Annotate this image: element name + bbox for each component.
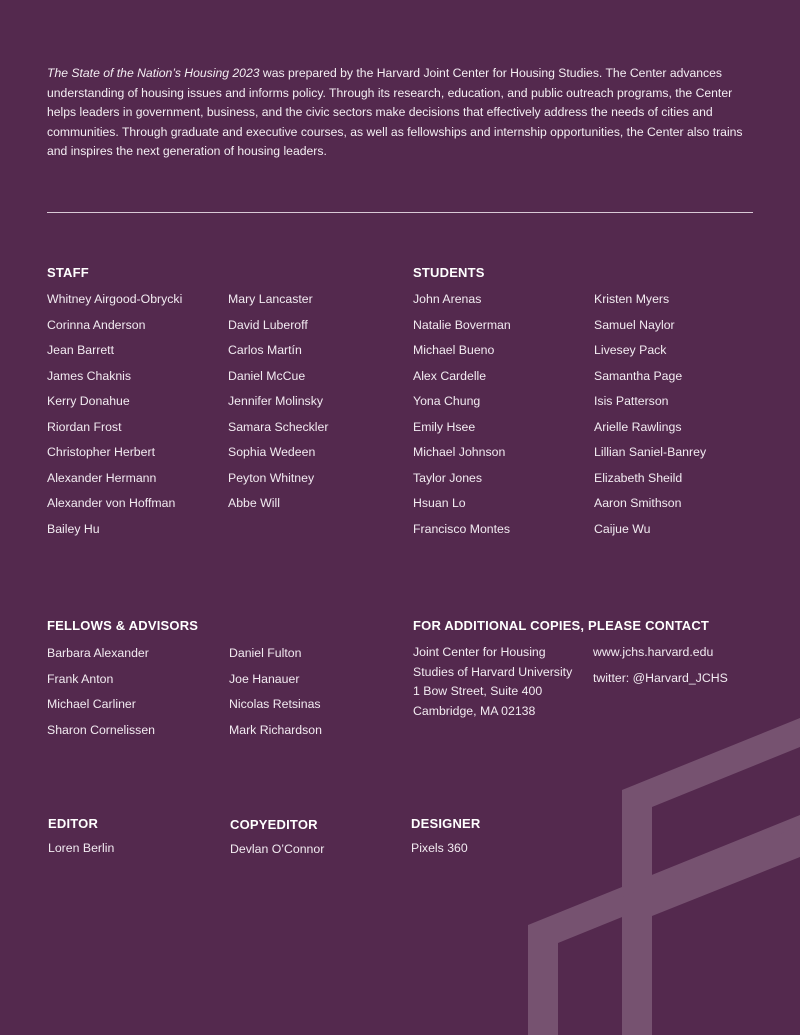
fellows-list-1	[47, 645, 155, 747]
twitter-handle[interactable]: twitter: @Harvard_JCHS	[593, 671, 728, 685]
list-item: Sophia Wedeen	[228, 445, 316, 459]
list-item: Peyton Whitney	[228, 470, 315, 485]
list-item: Emily Hsee	[413, 419, 476, 434]
designer-heading: DESIGNER	[411, 816, 481, 831]
address-line: Joint Center for Housing	[413, 645, 546, 659]
intro-paragraph	[47, 64, 747, 162]
list-item: Sharon Cornelissen	[47, 722, 156, 737]
report-title: The State of the Nation’s Housing 2023	[47, 66, 260, 80]
list-item: Joe Hanauer	[229, 671, 300, 686]
list-item: Bailey Hu	[47, 521, 100, 536]
list-item: Christopher Herbert	[47, 445, 155, 459]
list-item: Nicolas Retsinas	[229, 697, 321, 711]
editor-name: Loren Berlin	[48, 841, 115, 855]
list-item: John Arenas	[413, 292, 482, 306]
list-item: Lillian Saniel-Banrey	[594, 445, 707, 459]
list-item: Caijue Wu	[594, 521, 651, 536]
list-item: Daniel Fulton	[229, 646, 302, 660]
fellows-heading: FELLOWS & ADVISORS	[47, 618, 199, 633]
address-line: 1 Bow Street, Suite 400	[413, 684, 543, 698]
list-item: Isis Patterson	[594, 394, 669, 408]
list-item: Hsuan Lo	[413, 496, 466, 510]
list-item: Alex Cardelle	[413, 368, 487, 383]
list-item: Samara Scheckler	[228, 419, 329, 434]
list-item: Frank Anton	[47, 671, 114, 686]
list-item: Mary Lancaster	[228, 292, 313, 306]
list-item: Carlos Martín	[228, 343, 302, 357]
students-list-1	[413, 291, 511, 546]
list-item: Yona Chung	[413, 394, 481, 408]
list-item: Barbara Alexander	[47, 646, 149, 660]
copyeditor-heading: COPYEDITOR	[230, 817, 318, 832]
list-item: Daniel McCue	[228, 368, 306, 383]
section-divider	[47, 212, 753, 213]
list-item: James Chaknis	[47, 368, 132, 383]
staff-list-2	[228, 291, 328, 521]
editor-heading: EDITOR	[48, 816, 99, 831]
address-line: Cambridge, MA 02138	[413, 703, 536, 718]
intro-text: was prepared by the Harvard Joint Center for Housing Studies. The Center advances understanding of housing issues and informs policy. Through its research, education, and public outreach programs, the Center helps leaders in government, business, and the civic sectors make decisions that effectively address the needs of cities and communities. Through graduate and executive courses, as well as fellowships and internship opportunities, the Center also trains and inspires the next generation of housing leaders.	[47, 66, 743, 159]
copyeditor-name: Devlan O’Connor	[230, 842, 325, 856]
students-heading: STUDENTS	[413, 265, 485, 280]
contact-address	[413, 643, 572, 721]
website-link[interactable]: www.jchs.harvard.edu	[593, 645, 714, 659]
contact-heading: FOR ADDITIONAL COPIES, PLEASE CONTACT	[413, 618, 710, 633]
list-item: Kerry Donahue	[47, 394, 130, 408]
list-item: Mark Richardson	[229, 722, 322, 737]
designer-name: Pixels 360	[411, 841, 468, 855]
staff-list-1	[47, 291, 182, 546]
list-item: Samuel Naylor	[594, 317, 675, 332]
fellows-list-2	[229, 645, 322, 747]
list-item: Michael Bueno	[413, 343, 495, 357]
list-item: Jean Barrett	[47, 343, 114, 357]
list-item: Natalie Boverman	[413, 317, 511, 332]
list-item: Alexander Hermann	[47, 470, 157, 485]
list-item: Kristen Myers	[594, 292, 670, 306]
students-list-2	[594, 291, 706, 546]
list-item: Arielle Rawlings	[594, 419, 682, 434]
list-item: Whitney Airgood-Obrycki	[47, 292, 183, 306]
list-item: Jennifer Molinsky	[228, 394, 323, 408]
list-item: Francisco Montes	[413, 521, 511, 536]
address-line: Studies of Harvard University	[413, 664, 573, 679]
list-item: Michael Johnson	[413, 445, 506, 459]
list-item: Aaron Smithson	[594, 496, 682, 510]
list-item: Alexander von Hoffman	[47, 496, 176, 510]
list-item: Abbe Will	[228, 496, 280, 510]
list-item: Riordan Frost	[47, 419, 122, 434]
list-item: Samantha Page	[594, 368, 683, 383]
list-item: David Luberoff	[228, 317, 308, 332]
list-item: Taylor Jones	[413, 470, 483, 485]
list-item: Livesey Pack	[594, 343, 667, 357]
list-item: Michael Carliner	[47, 697, 136, 711]
list-item: Corinna Anderson	[47, 317, 146, 332]
list-item: Elizabeth Sheild	[594, 470, 683, 485]
staff-heading: STAFF	[47, 265, 89, 280]
